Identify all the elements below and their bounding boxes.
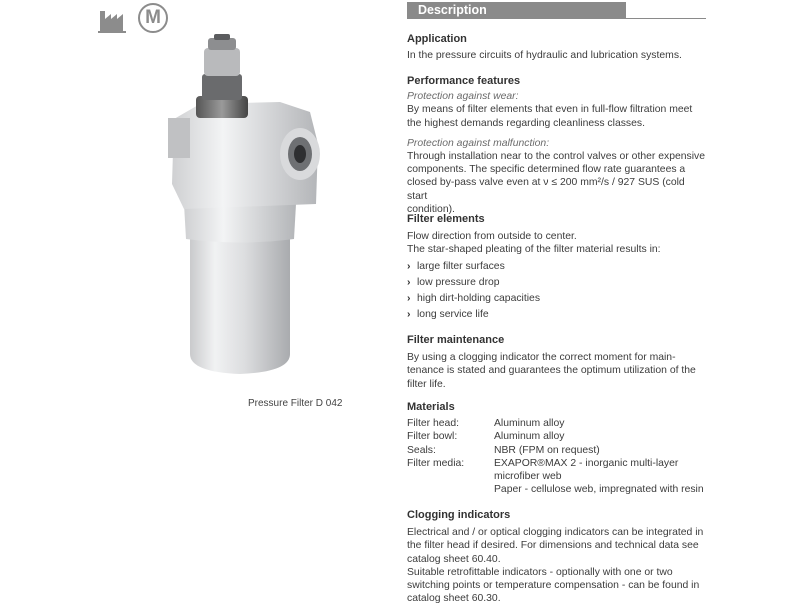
wear-text-line: By means of filter elements that even in full-flow filtration meet xyxy=(407,104,693,116)
materials-heading: Materials xyxy=(407,401,455,413)
bullet-text: long service life xyxy=(417,309,489,320)
malfunction-text-line: components. The specific determined flow rate guarantees a xyxy=(407,164,686,176)
section-header: Description xyxy=(407,2,626,19)
filter-elements-heading: Filter elements xyxy=(407,213,485,225)
maintenance-line: tenance is stated and guarantees the optimum utilization of the xyxy=(407,365,696,377)
maintenance-line: By using a clogging indicator the correct moment for main- xyxy=(407,352,676,364)
materials-section xyxy=(407,401,707,496)
filter-elements-line: Flow direction from outside to center. xyxy=(407,231,577,243)
pressure-filter-image xyxy=(160,34,330,379)
wear-subheading: Protection against wear: xyxy=(407,91,519,103)
material-row xyxy=(407,417,707,430)
material-value: NBR (FPM on request) xyxy=(494,444,600,456)
material-key xyxy=(407,483,494,496)
application-section xyxy=(407,33,707,62)
figure-caption: Pressure Filter D 042 xyxy=(248,398,343,409)
application-heading: Application xyxy=(407,33,467,45)
clogging-heading: Clogging indicators xyxy=(407,509,511,521)
clogging-line: Electrical and / or optical clogging indicators can be integrated in xyxy=(407,527,704,539)
bullet-chevron-icon: › xyxy=(407,261,411,272)
material-key: Filter media: xyxy=(407,457,465,469)
bullet-text: high dirt-holding capacities xyxy=(417,293,541,304)
malfunction-text-line: condition). xyxy=(407,203,455,215)
header-divider xyxy=(626,18,706,19)
performance-heading: Performance features xyxy=(407,75,521,87)
bullet-text: large filter surfaces xyxy=(417,261,505,272)
material-row xyxy=(407,430,707,443)
material-value: EXAPOR®MAX 2 - inorganic multi-layer xyxy=(494,457,679,469)
bullet-item xyxy=(407,291,707,307)
material-key: Filter bowl: xyxy=(407,431,458,443)
bullet-chevron-icon: › xyxy=(407,293,411,304)
material-row xyxy=(407,483,707,496)
wear-text-line: the highest demands regarding cleanliness classes. xyxy=(407,117,645,129)
material-row xyxy=(407,470,707,483)
material-value: Paper - cellulose web, impregnated with resin xyxy=(494,484,704,496)
bullet-item xyxy=(407,275,707,291)
malfunction-subheading: Protection against malfunction: xyxy=(407,137,550,149)
material-row xyxy=(407,444,707,457)
malfunction-text-line: Through installation near to the control valves or other expensive xyxy=(407,151,706,163)
material-key xyxy=(407,470,494,483)
maintenance-line: filter life. xyxy=(407,378,446,390)
mobile-m-icon: M xyxy=(138,3,168,33)
clogging-section xyxy=(407,509,707,605)
clogging-line: Suitable retrofittable indicators - optionally with one or two xyxy=(407,566,673,578)
material-value: Aluminum alloy xyxy=(494,418,565,430)
filter-elements-section xyxy=(407,213,707,323)
bullet-chevron-icon: › xyxy=(407,277,411,288)
bullet-item xyxy=(407,307,707,323)
material-value: microfiber web xyxy=(494,471,562,483)
maintenance-heading: Filter maintenance xyxy=(407,334,505,346)
bullet-chevron-icon: › xyxy=(407,309,411,320)
material-row xyxy=(407,457,707,470)
material-key: Seals: xyxy=(407,444,436,456)
maintenance-section xyxy=(407,334,707,391)
malfunction-text-line: closed by-pass valve even at ν ≤ 200 mm²/s / 927 SUS (cold start xyxy=(407,177,685,202)
clogging-line: catalog sheet 60.40. xyxy=(407,553,501,565)
bullet-item xyxy=(407,259,707,275)
performance-section xyxy=(407,75,707,216)
material-key: Filter head: xyxy=(407,418,459,430)
clogging-line: the filter head if desired. For dimensions and technical data see xyxy=(407,540,699,552)
factory-icon xyxy=(98,5,126,33)
clogging-line: catalog sheet 60.30. xyxy=(407,593,501,605)
application-text: In the pressure circuits of hydraulic and lubrication systems. xyxy=(407,50,682,62)
material-value: Aluminum alloy xyxy=(494,431,565,443)
bullet-text: low pressure drop xyxy=(417,277,500,288)
filter-elements-line: The star-shaped pleating of the filter material results in: xyxy=(407,244,661,256)
clogging-line: switching points or temperature compensation - can be found in xyxy=(407,580,700,592)
